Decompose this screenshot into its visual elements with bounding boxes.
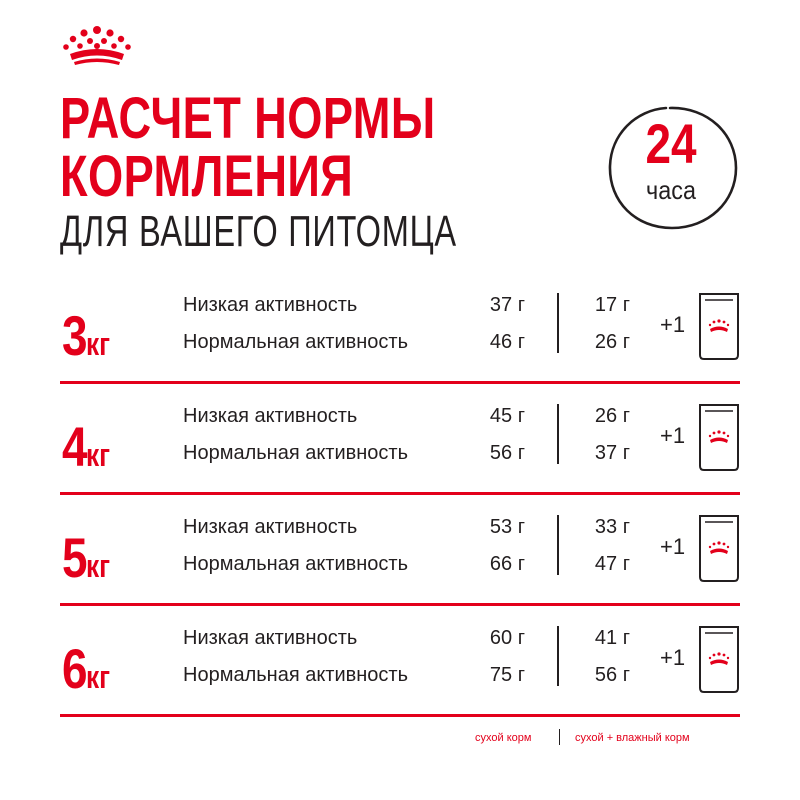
dry-normal-value: 46 г <box>489 331 525 353</box>
legend-divider <box>559 729 560 745</box>
legend-dry-food: сухой корм <box>475 732 532 744</box>
legend-dry-plus-wet-food: сухой + влажный корм <box>575 732 690 744</box>
dry-low-value: 60 г <box>489 627 525 649</box>
column-divider <box>557 626 559 686</box>
row-divider <box>60 714 740 717</box>
combo-low-value: 33 г <box>594 516 630 538</box>
dry-low-value: 37 г <box>489 294 525 316</box>
weight-row <box>0 616 800 727</box>
wet-food-pouch-icon <box>698 513 740 583</box>
combo-normal-value: 26 г <box>594 331 630 353</box>
activity-normal-label: Нормальная активность <box>183 442 409 464</box>
combo-normal-value: 37 г <box>594 442 630 464</box>
page-title-line2: КОРМЛЕНИЯ <box>60 144 354 209</box>
weight-label <box>62 526 116 589</box>
wet-food-pouch-icon <box>698 291 740 361</box>
dry-normal-value: 66 г <box>489 553 525 575</box>
page-title-line1: РАСЧЕТ НОРМЫ <box>60 86 436 151</box>
combo-normal-value: 56 г <box>594 664 630 686</box>
column-divider <box>557 515 559 575</box>
column-divider <box>557 404 559 464</box>
wet-food-pouch-icon <box>698 624 740 694</box>
page-subtitle: ДЛЯ ВАШЕГО ПИТОМЦА <box>60 207 457 256</box>
pouch-count: +1 <box>660 312 686 337</box>
combo-low-value: 41 г <box>594 627 630 649</box>
pouch-count: +1 <box>660 645 686 670</box>
pouch-count: +1 <box>660 423 686 448</box>
weight-unit: кг <box>86 659 111 695</box>
row-divider <box>60 492 740 495</box>
activity-normal-label: Нормальная активность <box>183 331 409 353</box>
activity-low-label: Низкая активность <box>183 516 358 538</box>
row-divider <box>60 603 740 606</box>
activity-low-label: Низкая активность <box>183 627 358 649</box>
row-divider <box>60 381 740 384</box>
weight-row <box>0 283 800 394</box>
weight-row <box>0 394 800 505</box>
weight-unit: кг <box>86 548 111 584</box>
weight-label <box>62 304 116 367</box>
dry-normal-value: 56 г <box>489 442 525 464</box>
24-hours-badge <box>606 104 740 232</box>
weight-unit: кг <box>86 437 111 473</box>
dry-low-value: 53 г <box>489 516 525 538</box>
activity-low-label: Низкая активность <box>183 294 358 316</box>
badge-number: 24 <box>645 112 697 175</box>
dry-normal-value: 75 г <box>489 664 525 686</box>
royal-canin-crown-icon <box>62 24 132 66</box>
wet-food-pouch-icon <box>698 402 740 472</box>
weight-value: 6 <box>62 637 88 700</box>
weight-value: 5 <box>62 526 88 589</box>
activity-normal-label: Нормальная активность <box>183 664 409 686</box>
weight-unit: кг <box>86 326 111 362</box>
weight-value: 4 <box>62 415 88 478</box>
column-divider <box>557 293 559 353</box>
combo-low-value: 26 г <box>594 405 630 427</box>
pouch-count: +1 <box>660 534 686 559</box>
weight-value: 3 <box>62 304 88 367</box>
combo-low-value: 17 г <box>594 294 630 316</box>
dry-low-value: 45 г <box>489 405 525 427</box>
weight-row <box>0 505 800 616</box>
combo-normal-value: 47 г <box>594 553 630 575</box>
activity-low-label: Низкая активность <box>183 405 358 427</box>
activity-normal-label: Нормальная активность <box>183 553 409 575</box>
badge-unit: часа <box>646 175 696 205</box>
weight-label <box>62 415 116 478</box>
weight-label <box>62 637 116 700</box>
